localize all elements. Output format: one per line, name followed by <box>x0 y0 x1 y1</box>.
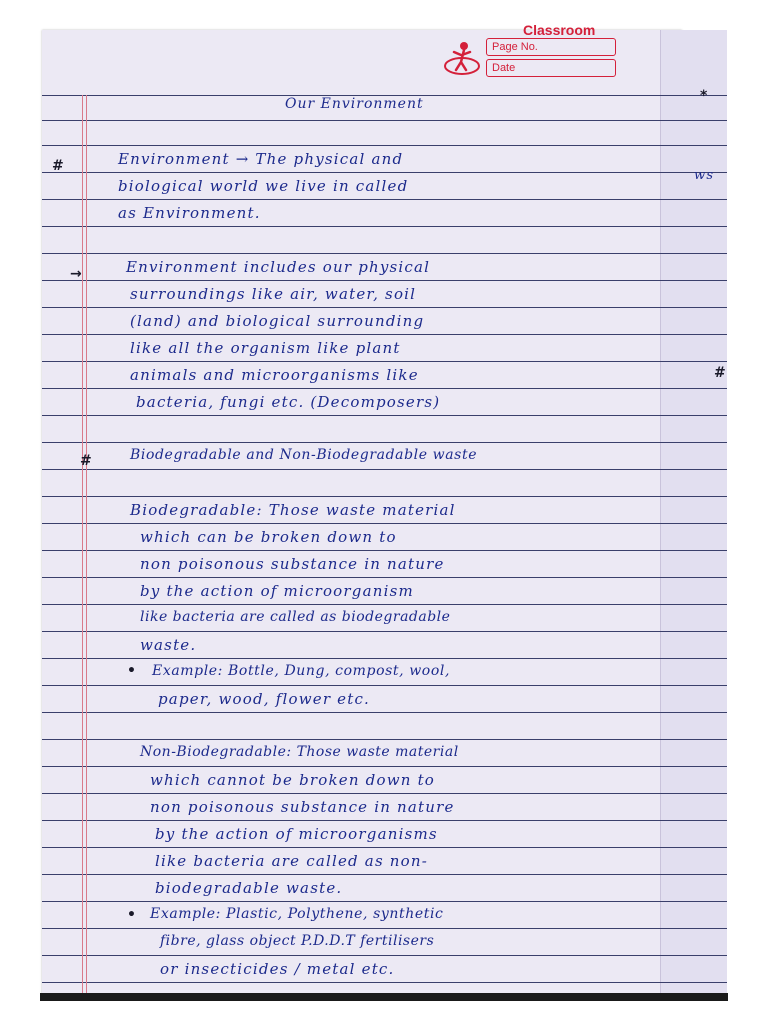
ruled-line <box>42 199 727 200</box>
ruled-line <box>42 496 727 497</box>
ruled-line <box>42 982 727 983</box>
page-no-field <box>486 38 616 56</box>
note-line: as Environment. <box>118 204 261 222</box>
date-label: Date <box>492 62 516 74</box>
ruled-line <box>42 145 727 146</box>
note-line: by the action of microorganism <box>140 582 414 600</box>
page-title: Our Environment <box>285 96 424 112</box>
note-line: fibre, glass object P.D.D.T fertilisers <box>160 933 435 949</box>
ruled-line <box>42 388 727 389</box>
ruled-line <box>42 415 727 416</box>
ruled-line <box>42 577 727 578</box>
note-line: paper, wood, flower etc. <box>158 690 371 708</box>
ruled-line <box>42 172 727 173</box>
note-line: Environment includes our physical <box>126 258 431 276</box>
ruled-line <box>42 523 727 524</box>
ruled-line <box>42 253 727 254</box>
facing-page-fragment: ws <box>694 168 715 183</box>
ruled-line <box>42 442 727 443</box>
ruled-line <box>42 874 727 875</box>
note-line: or insecticides / metal etc. <box>160 960 395 978</box>
note-line: animals and microorganisms like <box>130 366 419 384</box>
ruled-line <box>42 766 727 767</box>
note-line: like bacteria are called as non- <box>155 852 429 870</box>
note-line: Biodegradable and Non-Biodegradable waste <box>130 447 478 463</box>
dot-bullet: • <box>127 663 136 679</box>
ruled-line <box>42 226 727 227</box>
note-line: Biodegradable: Those waste material <box>130 501 456 519</box>
ruled-line <box>42 334 727 335</box>
ruled-line <box>42 793 727 794</box>
ruled-line <box>42 820 727 821</box>
ruled-line <box>42 901 727 902</box>
note-line: Example: Plastic, Polythene, synthetic <box>150 906 444 922</box>
hash-bullet: # <box>52 158 64 174</box>
arrow-bullet: → <box>70 266 82 282</box>
star-mark: * <box>700 88 708 104</box>
date-field <box>486 59 616 77</box>
ruled-line <box>42 847 727 848</box>
note-line: bacteria, fungi etc. (Decomposers) <box>136 393 441 411</box>
note-line: waste. <box>140 636 197 654</box>
margin-line <box>86 95 87 995</box>
ruled-line <box>42 928 727 929</box>
note-line: non poisonous substance in nature <box>140 555 445 573</box>
note-line: (land) and biological surrounding <box>130 312 425 330</box>
note-line: like all the organism like plant <box>130 339 401 357</box>
note-line: by the action of microorganisms <box>155 825 438 843</box>
ruled-line <box>42 685 727 686</box>
note-line: Example: Bottle, Dung, compost, wool, <box>152 663 450 679</box>
ruled-line <box>42 469 727 470</box>
note-line: Non-Biodegradable: Those waste material <box>140 744 459 760</box>
note-line: non poisonous substance in nature <box>150 798 455 816</box>
ruled-line <box>42 739 727 740</box>
ruled-line <box>42 604 727 605</box>
note-line: biological world we live in called <box>118 177 409 195</box>
margin-line <box>82 95 83 995</box>
note-line: biodegradable waste. <box>155 879 343 897</box>
ruled-line <box>42 550 727 551</box>
dot-bullet: • <box>127 907 136 923</box>
ruled-line <box>42 361 727 362</box>
brand-logo-text: Classroom <box>523 22 596 38</box>
note-line: which cannot be broken down to <box>150 771 436 789</box>
note-line: surroundings like air, water, soil <box>130 285 417 303</box>
page-no-label: Page No. <box>492 41 538 53</box>
hash-bullet: # <box>80 453 92 469</box>
ruled-line <box>42 955 727 956</box>
note-line: Environment → The physical and <box>118 150 404 168</box>
ruled-line <box>42 712 727 713</box>
classroom-logo-icon <box>442 40 482 76</box>
ruled-line <box>42 120 727 121</box>
ruled-line <box>42 307 727 308</box>
ruled-line <box>42 631 727 632</box>
note-line: like bacteria are called as biodegradable <box>140 609 451 625</box>
ruled-line <box>42 658 727 659</box>
facing-page-hash: # <box>714 365 726 381</box>
page-edge-shadow <box>40 993 728 1001</box>
ruled-line <box>42 280 727 281</box>
note-line: which can be broken down to <box>140 528 397 546</box>
